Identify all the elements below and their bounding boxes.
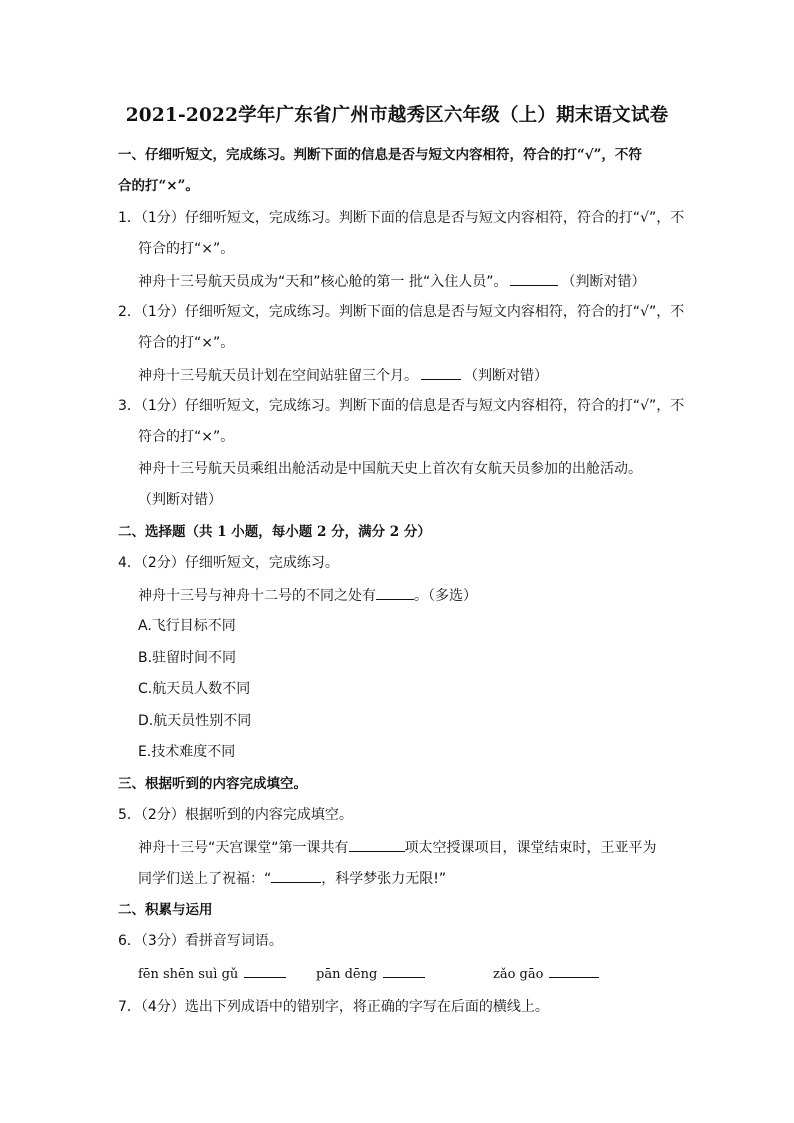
pinyin-3-blank[interactable] bbox=[549, 963, 599, 978]
question-1-statement bbox=[138, 271, 645, 292]
question-1-statement-text: 神舟十三号航天员成为“天和”核心舱的第一 批“入住人员”。 bbox=[138, 274, 508, 290]
question-5-text-a: 神舟十三号“天宫课堂“第一课共有 bbox=[138, 840, 349, 856]
question-2-prompt-cont: 符合的打“×”。 bbox=[138, 335, 235, 351]
question-6-prompt: 6．（3分）看拼音写词语。 bbox=[118, 933, 283, 949]
question-3-prompt: 3．（1分）仔细听短文，完成练习。判断下面的信息是否与短文内容相符，符合的打“√”，不 bbox=[118, 398, 685, 414]
question-1-prompt-cont: 符合的打“×”。 bbox=[138, 241, 235, 257]
pinyin-2-blank[interactable] bbox=[383, 963, 425, 978]
page-title: 2021-2022学年广东省广州市越秀区六年级（上）期末语文试卷 bbox=[125, 105, 669, 126]
question-1-answer-blank[interactable] bbox=[510, 271, 558, 286]
question-3-suffix: （判断对错） bbox=[138, 492, 222, 508]
question-5-text-b: 项太空授课项目，课堂结束时，王亚平为 bbox=[404, 840, 657, 856]
question-2-statement-text: 神舟十三号航天员计划在空间站驻留三个月。 bbox=[138, 368, 418, 384]
question-7-prompt: 7．（4分）选出下列成语中的错别字，将正确的字写在后面的横线上。 bbox=[118, 999, 549, 1015]
question-2-answer-blank[interactable] bbox=[421, 365, 461, 380]
question-5-text-c: 同学们送上了祝福：“ bbox=[138, 871, 272, 887]
question-4-prompt: 4．（2分）仔细听短文，完成练习。 bbox=[118, 555, 339, 571]
section-1-heading: 一、仔细听短文，完成练习。判断下面的信息是否与短文内容相符，符合的打“√”，不符 bbox=[118, 147, 642, 163]
option-b: B.驻留时间不同 bbox=[138, 650, 237, 666]
section-4-heading: 二、积累与运用 bbox=[118, 902, 213, 918]
pinyin-1-text: fēn shēn suì gǔ bbox=[138, 967, 239, 982]
question-4-answer-blank[interactable] bbox=[376, 585, 414, 600]
question-2-statement bbox=[138, 365, 548, 386]
question-3-prompt-cont: 符合的打“×”。 bbox=[138, 429, 235, 445]
question-5-blank-1[interactable] bbox=[349, 837, 405, 852]
question-1-suffix: （判断对错） bbox=[561, 274, 646, 290]
question-5-line-1 bbox=[138, 837, 657, 858]
section-1-heading-cont: 合的打“×”。 bbox=[118, 178, 199, 194]
question-3-statement: 神舟十三号航天员乘组出舱活动是中国航天史上首次有女航天员参加的出舱活动。 bbox=[138, 461, 642, 477]
option-a: A.飞行目标不同 bbox=[138, 618, 236, 634]
pinyin-item-1 bbox=[138, 963, 286, 985]
option-c: C.航天员人数不同 bbox=[138, 681, 251, 697]
question-5-blank-2[interactable] bbox=[271, 868, 321, 883]
pinyin-item-2 bbox=[316, 963, 425, 985]
question-2-prompt: 2．（1分）仔细听短文，完成练习。判断下面的信息是否与短文内容相符，符合的打“√”，不 bbox=[118, 304, 685, 320]
pinyin-2-text: pān dēng bbox=[316, 967, 378, 982]
question-5-text-d: ，科学梦张力无限!” bbox=[321, 871, 447, 887]
section-3-heading: 三、根据听到的内容完成填空。 bbox=[118, 776, 307, 792]
question-4-stem bbox=[138, 585, 477, 606]
option-d: D.航天员性别不同 bbox=[138, 713, 252, 729]
section-2-heading: 二、选择题（共 1 小题，每小题 2 分，满分 2 分） bbox=[118, 524, 431, 540]
question-5-prompt: 5．（2分）根据听到的内容完成填空。 bbox=[118, 807, 353, 823]
question-5-line-2 bbox=[138, 868, 446, 889]
pinyin-item-3 bbox=[493, 963, 599, 985]
question-1-prompt: 1．（1分）仔细听短文，完成练习。判断下面的信息是否与短文内容相符，符合的打“√”，不 bbox=[118, 210, 685, 226]
pinyin-3-text: zǎo gāo bbox=[493, 967, 544, 982]
question-4-stem-text: 神舟十三号与神舟十二号的不同之处有 bbox=[138, 588, 376, 604]
pinyin-1-blank[interactable] bbox=[244, 963, 286, 978]
question-2-suffix: （判断对错） bbox=[464, 368, 548, 384]
question-4-stem-end: 。（多选） bbox=[414, 588, 477, 604]
option-e: E.技术难度不同 bbox=[138, 744, 236, 760]
